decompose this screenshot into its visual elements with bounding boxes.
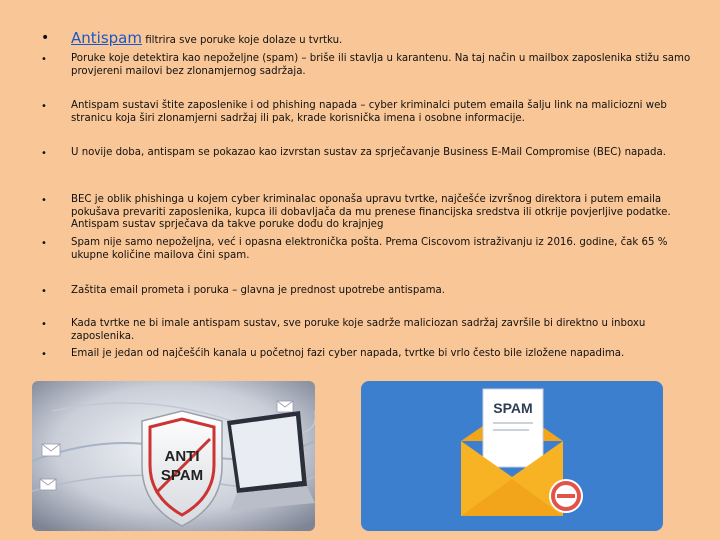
bullet-marker: • xyxy=(41,101,47,112)
bullet-text: U novije doba, antispam se pokazao kao izvrstan sustav za sprječavanje Business E-Mail Compromise (BEC) napada. xyxy=(71,147,666,158)
highlight-link[interactable]: Antispam xyxy=(71,29,142,47)
shield-text-anti: ANTI xyxy=(164,448,200,465)
anti-spam-shield-image xyxy=(32,381,315,531)
bullet-marker: • xyxy=(41,349,47,360)
bullet-text: Antispam sustavi štite zaposlenike i od phishing napada – cyber kriminalci putem emaila šalju link na maliciozni web stranicu koja širi zlonamjerni sadržaj ili pak, krade korisnička imena i osobne informacije. xyxy=(71,100,667,124)
bullet-text: Spam nije samo nepoželjna, već i opasna elektronička pošta. Prema Ciscovom istraživanju iz 2016. godine, čak 65 % ukupne količine mailova čini spam. xyxy=(71,237,668,261)
blocked-icon xyxy=(549,479,583,513)
bullet-text: BEC je oblik phishinga u kojem cyber kriminalac oponaša upravu tvrtke, najčešće izvršnog direktora i putem emaila pokušava prevariti zaposlenika, kupca ili dobavljača da mu prenese financijska sredstva ili otkrije povjerljive podatke. Antispam sustav sprječava da takve poruke dođu do krajnjeg xyxy=(71,194,671,231)
bullet-marker: • xyxy=(41,286,47,297)
bullet-marker: • xyxy=(41,238,47,249)
bullet-marker: • xyxy=(41,148,47,159)
bullet-marker: • xyxy=(41,319,47,330)
bullet-text: Antispam filtrira sve poruke koje dolaze u tvrtku. xyxy=(71,29,343,47)
bullet-marker: • xyxy=(41,54,47,65)
bullet-text: Email je jedan od najčešćih kanala u početnoj fazi cyber napada, tvrtke bi vrlo često bile izložene napadima. xyxy=(71,348,625,359)
paper-spam-label: SPAM xyxy=(493,400,533,416)
bullet-marker: • xyxy=(41,195,47,206)
shield-text-spam: SPAM xyxy=(160,467,204,484)
spam-envelope-image xyxy=(361,381,663,531)
bullet-text: Poruke koje detektira kao nepoželjne (spam) – briše ili stavlja u karantenu. Na taj način u mailbox zaposlenika stižu samo provjereni mailovi bez zlonamjernog sadržaja. xyxy=(71,53,691,77)
bullet-marker: • xyxy=(41,30,50,46)
bullet-text: Kada tvrtke ne bi imale antispam sustav, sve poruke koje sadrže maliciozan sadržaj završile bi direktno u inboxu zaposlenika. xyxy=(71,318,646,342)
bullet-text: Zaštita email prometa i poruka – glavna je prednost upotrebe antispama. xyxy=(71,285,445,296)
